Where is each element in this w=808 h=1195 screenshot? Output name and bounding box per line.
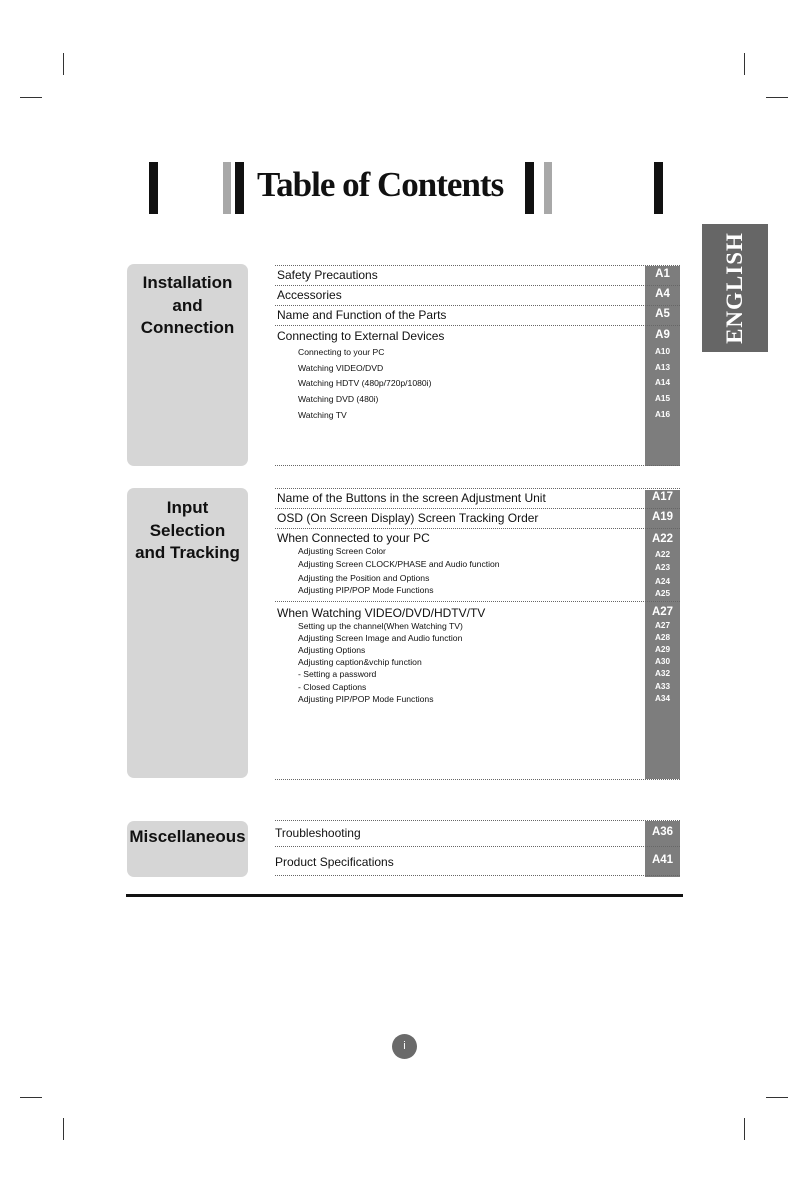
dotted-separator (275, 265, 680, 266)
page-title: Table of Contents (257, 165, 504, 204)
dotted-separator (275, 779, 680, 780)
toc-subpage: A33 (654, 682, 671, 691)
toc-subentry: - Closed Captions (298, 682, 367, 692)
toc-subpage: A25 (654, 589, 671, 598)
title-bar-right-gray (544, 162, 552, 214)
toc-subentry: Adjusting Screen CLOCK/PHASE and Audio function (298, 559, 500, 569)
language-tab-label: ENGLISH (722, 232, 747, 344)
toc-subpage: A13 (654, 363, 671, 372)
toc-subpage: A10 (654, 347, 671, 356)
title-bar-right-inner (525, 162, 534, 214)
section-label-box (127, 264, 248, 466)
dotted-separator (275, 285, 680, 286)
page-number: i (392, 1034, 417, 1059)
toc-subentry: Adjusting PIP/POP Mode Functions (298, 694, 434, 704)
crop-mark (20, 97, 42, 98)
toc-page: A9 (655, 329, 670, 341)
toc-page: A19 (651, 511, 674, 523)
dotted-separator (275, 465, 680, 466)
title-bar-right-outer (654, 162, 663, 214)
section-label: Input Selection and Tracking (135, 498, 240, 562)
dotted-separator (275, 325, 680, 326)
toc-page: A41 (651, 854, 674, 866)
toc-entry: Safety Precautions (277, 268, 378, 282)
section-label-box (127, 488, 248, 778)
toc-entry: Name of the Buttons in the screen Adjustment Unit (277, 491, 546, 505)
toc-page: A22 (651, 533, 674, 545)
toc-entry: OSD (On Screen Display) Screen Tracking Order (277, 511, 539, 525)
toc-page: A5 (655, 308, 670, 320)
language-tab (702, 224, 768, 352)
toc-entry: Troubleshooting (275, 826, 361, 840)
crop-mark (744, 1118, 745, 1140)
dotted-separator (275, 488, 680, 489)
crop-mark (20, 1097, 42, 1098)
crop-mark (63, 1118, 64, 1140)
toc-entry: Connecting to External Devices (277, 329, 445, 343)
toc-subentry: Adjusting Screen Color (298, 546, 386, 556)
toc-subentry: Watching VIDEO/DVD (298, 363, 384, 373)
section-label: Installation and Connection (140, 273, 235, 337)
section-label: Miscellaneous (129, 827, 246, 846)
toc-page: A1 (655, 268, 670, 280)
dotted-separator (275, 875, 680, 876)
title-bar-left-inner (235, 162, 244, 214)
toc-subpage: A24 (654, 577, 671, 586)
toc-subpage: A23 (654, 563, 671, 572)
toc-subpage: A34 (654, 694, 671, 703)
toc-subentry: Watching HDTV (480p/720p/1080i) (298, 378, 432, 388)
dotted-separator (275, 601, 680, 602)
dotted-separator (275, 305, 680, 306)
toc-subentry: Adjusting Screen Image and Audio function (298, 633, 463, 643)
toc-page: A27 (651, 606, 674, 618)
toc-subpage: A32 (654, 669, 671, 678)
toc-entry: Accessories (277, 288, 342, 302)
toc-entry: When Connected to your PC (277, 531, 430, 545)
toc-subpage: A28 (654, 633, 671, 642)
toc-subentry: Watching TV (298, 410, 347, 420)
toc-entry: Name and Function of the Parts (277, 308, 447, 322)
toc-subpage: A30 (654, 657, 671, 666)
section-label-box (127, 821, 248, 877)
dotted-separator (275, 820, 680, 821)
toc-subpage: A27 (654, 621, 671, 630)
crop-mark (766, 97, 788, 98)
toc-subpage: A22 (654, 550, 671, 559)
toc-subpage: A14 (654, 378, 671, 387)
title-bar-left-gray (223, 162, 231, 214)
crop-mark (744, 53, 745, 75)
toc-page: A4 (655, 288, 670, 300)
crop-mark (63, 53, 64, 75)
bottom-rule (126, 894, 683, 897)
toc-entry: Product Specifications (275, 855, 394, 869)
toc-subentry: Adjusting Options (298, 645, 366, 655)
toc-subentry: Watching DVD (480i) (298, 394, 379, 404)
toc-subentry: Setting up the channel(When Watching TV) (298, 621, 463, 631)
toc-entry: When Watching VIDEO/DVD/HDTV/TV (277, 606, 486, 620)
toc-page: A17 (651, 491, 674, 503)
title-bar-left-outer (149, 162, 158, 214)
dotted-separator (275, 508, 680, 509)
toc-subentry: Adjusting caption&vchip function (298, 657, 422, 667)
dotted-separator (275, 528, 680, 529)
dotted-separator (275, 846, 680, 847)
toc-subpage: A16 (654, 410, 671, 419)
toc-subpage: A29 (654, 645, 671, 654)
toc-subentry: Connecting to your PC (298, 347, 385, 357)
crop-mark (766, 1097, 788, 1098)
toc-page: A36 (651, 826, 674, 838)
toc-subentry: Adjusting PIP/POP Mode Functions (298, 585, 434, 595)
toc-subentry: Adjusting the Position and Options (298, 573, 430, 583)
toc-subentry: - Setting a password (298, 669, 377, 679)
toc-subpage: A15 (654, 394, 671, 403)
